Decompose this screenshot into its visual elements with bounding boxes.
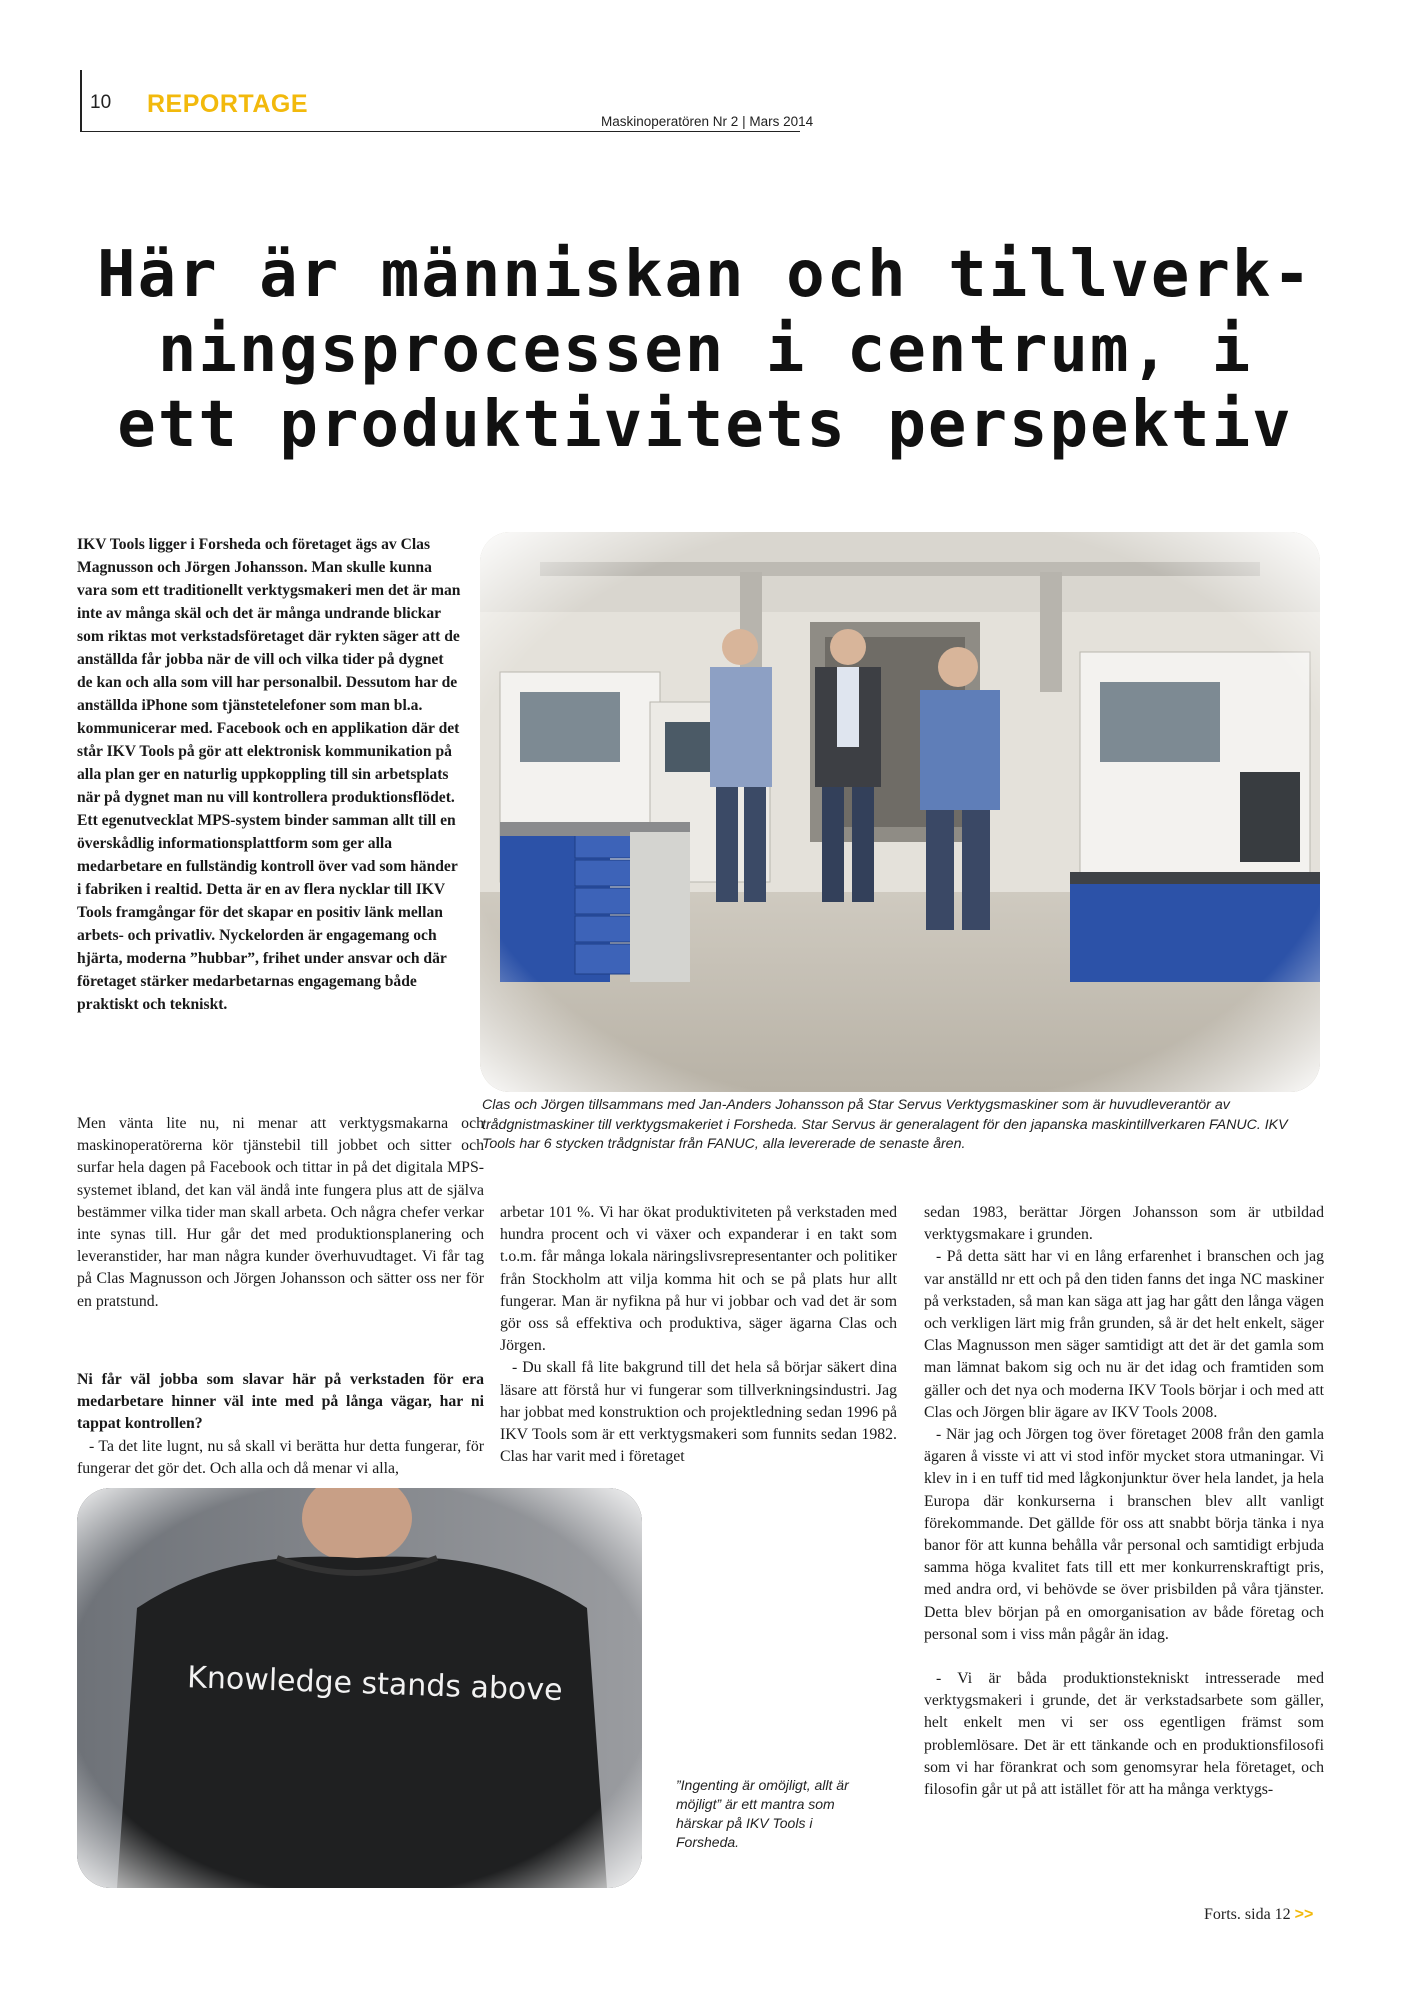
workshop-illustration bbox=[480, 532, 1320, 1092]
body-paragraph: - Vi är båda produktionstekniskt intresserade med verktygsmakeri i grunde, det är verkstadsarbete som gäller, helt enkelt men vi ser oss egentligen främst som problemlösare. Det är ett tänkande och en produktionsfilosofi som vi har förankrat och som genomsyrar hela företaget, och filosofin går ut på att istället för att ha många verktygs- bbox=[924, 1670, 1324, 1799]
intro-paragraph: IKV Tools ligger i Forsheda och företaget ägs av Clas Magnusson och Jörgen Johansson. Man skulle kunna vara som ett traditionellt verktygsmakeri men det är man inte av många skäl och det är många undrande blickar som riktas mot verkstadsföretaget där rykten säger att de anställda får jobba när de vill och vilka tider på dygnet de kan och alla som vill har personalbil. Dessutom har de anställda iPhone som tjänstetelefoner som man bl.a. kommunicerar med. Facebook och en applikation där det står IKV Tools på gör att elektronisk kommunikation på alla plan ger en naturlig uppkoppling till sin arbetsplats när på dygnet man nu vill kontrollera produktionsflödet. Ett egenutvecklat MPS-system binder samman allt till en överskådlig informationsplattform som ger alla medarbetare en fullständig kontroll över vad som händer i fabriken i realtid. Detta är en av flera nycklar till IKV Tools framgångar för det skapar en positiv länk mellan arbets- och privatliv. Nyckelorden är engagemang och hjärta, moderna ”hubbar”, frihet under ansvar och där företaget stärker medarbetarnas engagemang både praktiskt och tekniskt. bbox=[77, 536, 461, 1013]
column-3 bbox=[924, 1202, 1324, 1801]
headline-line: ett produktivitets perspektiv bbox=[117, 388, 1293, 462]
body-paragraph: arbetar 101 %. Vi har ökat produktiviteten på verkstaden med hundra procent och vi växer och expanderar i en takt som t.o.m. får många lokala näringslivsrepresentanter och politiker från Stockholm att vilja komma hit och se på plats hur allt fungerar. Man är nyfikna på hur vi jobbar och vad det är som gör oss så effektiva och produktiva, säger ägarna Clas och Jörgen. bbox=[500, 1204, 897, 1355]
column-2 bbox=[500, 1202, 897, 1468]
column-1 bbox=[77, 1113, 484, 1313]
body-paragraph: sedan 1983, berättar Jörgen Johansson som är utbildad verktygsmakare i grunden. bbox=[924, 1204, 1324, 1244]
headline-line: ningsprocessen i centrum, i bbox=[157, 313, 1253, 387]
body-paragraph: - När jag och Jörgen tog över företaget 2008 från den gamla ägaren å visste vi att vi stod inför mycket stora utmaningar. Vi klev in i en tuff tid med lågkonjunktur över hela landet, ja hela Europa där konkurserna i branschen blev allt vanligt förekommande. Det gällde för oss att snabbt börja tänka i nya banor för att kunna behålla vår personal och samtidigt erbjuda samma höga kvalitet fats till ett mer konkurrenskraftigt pris, med andra ord, vi behövde se över prisbilden på våra tjänster. Detta blev början på en omorganisation av både företag och personal som i viss mån pågår än idag. bbox=[924, 1426, 1324, 1643]
section-label: REPORTAGE bbox=[147, 90, 308, 118]
issue-label: Maskinoperatören Nr 2 | Mars 2014 bbox=[601, 114, 814, 129]
body-paragraph: - Ta det lite lugnt, nu så skall vi berätta hur detta fungerar, för fungerar det gör det. Och alla och då menar vi alla, bbox=[77, 1437, 484, 1477]
column-1-qa bbox=[77, 1369, 484, 1480]
headline-line: Här är människan och tillverk- bbox=[97, 238, 1313, 312]
photo-caption: Clas och Jörgen tillsammans med Jan-Anders Johansson på Star Servus Verktygsmaskiner som är huvudleverantör av trådgnistmaskiner till verktygsmakeriet i Forsheda. Star Servus är generalagent för den japanska maskintillverkaren FANUC. IKV Tools har 6 stycken trådgnistar från FANUC, alla levererade de senaste åren. bbox=[482, 1097, 1288, 1152]
shirt-photo bbox=[77, 1488, 642, 1888]
body-paragraph: - På detta sätt har vi en lång erfarenhet i branschen och jag var anställd nr ett och på den tiden fanns det inga NC maskiner på verkstaden, så man kan säga att jag har gått den långa vägen och verkligen lärt mig från grunden, så är det helt enkelt, säger Clas Magnusson men säger samtidigt att det är det gamla som man lämnat bakom sig och nu är det idag och framtiden som gäller och det nya och moderna IKV Tools börjar i och med att Clas och Jörgen blir ägare av IKV Tools 2008. bbox=[924, 1248, 1324, 1421]
shirt-illustration bbox=[77, 1488, 642, 1888]
body-paragraph: - Du skall få lite bakgrund till det hela så börjar säkert dina läsare att förstå hur vi fungerar som tillverkningsindustri. Jag har jobbat med konstruktion och projektledning sedan 1996 på IKV Tools som är ett verktygsmakeri som funnits sedan 1982. Clas har varit med i företaget bbox=[500, 1359, 897, 1466]
header-underline bbox=[80, 131, 800, 132]
interview-question: Ni får väl jobba som slavar här på verkstaden för era medarbetare hinner väl inte med på långa vägar, har ni tappat kontrollen? bbox=[77, 1371, 484, 1433]
page-number: 10 bbox=[90, 92, 112, 113]
header-rule bbox=[80, 70, 82, 132]
continued-label: Forts. sida 12 bbox=[1204, 1906, 1291, 1923]
continued-arrow: >> bbox=[1294, 1906, 1314, 1923]
headline bbox=[90, 238, 1320, 463]
intro-lead bbox=[77, 533, 462, 1016]
body-paragraph: Men vänta lite nu, ni menar att verktygsmakarna och maskinoperatörerna kör tjänstebil till jobbet och sitter och surfar hela dagen på Facebook och tittar in på det digitala MPS-systemet ibland, det kan väl ändå inte fungera plus att de själva bestämmer vilka tider man skall arbeta. Och några chefer verkar inte synas till. Hur går det med produktionsplanering och leveranstider, har man några kunder överhuvudtaget. Vi får tag på Clas Magnusson och Jörgen Johansson och sätter oss ner för en pratstund. bbox=[77, 1115, 484, 1310]
photo-caption: ”Ingenting är omöjligt, allt är möjligt” är ett mantra som härskar på IKV Tools i Forsheda. bbox=[676, 1777, 849, 1850]
continued-note bbox=[1204, 1906, 1313, 1924]
workshop-photo bbox=[480, 532, 1320, 1092]
paragraph-spacer bbox=[924, 1646, 1324, 1668]
